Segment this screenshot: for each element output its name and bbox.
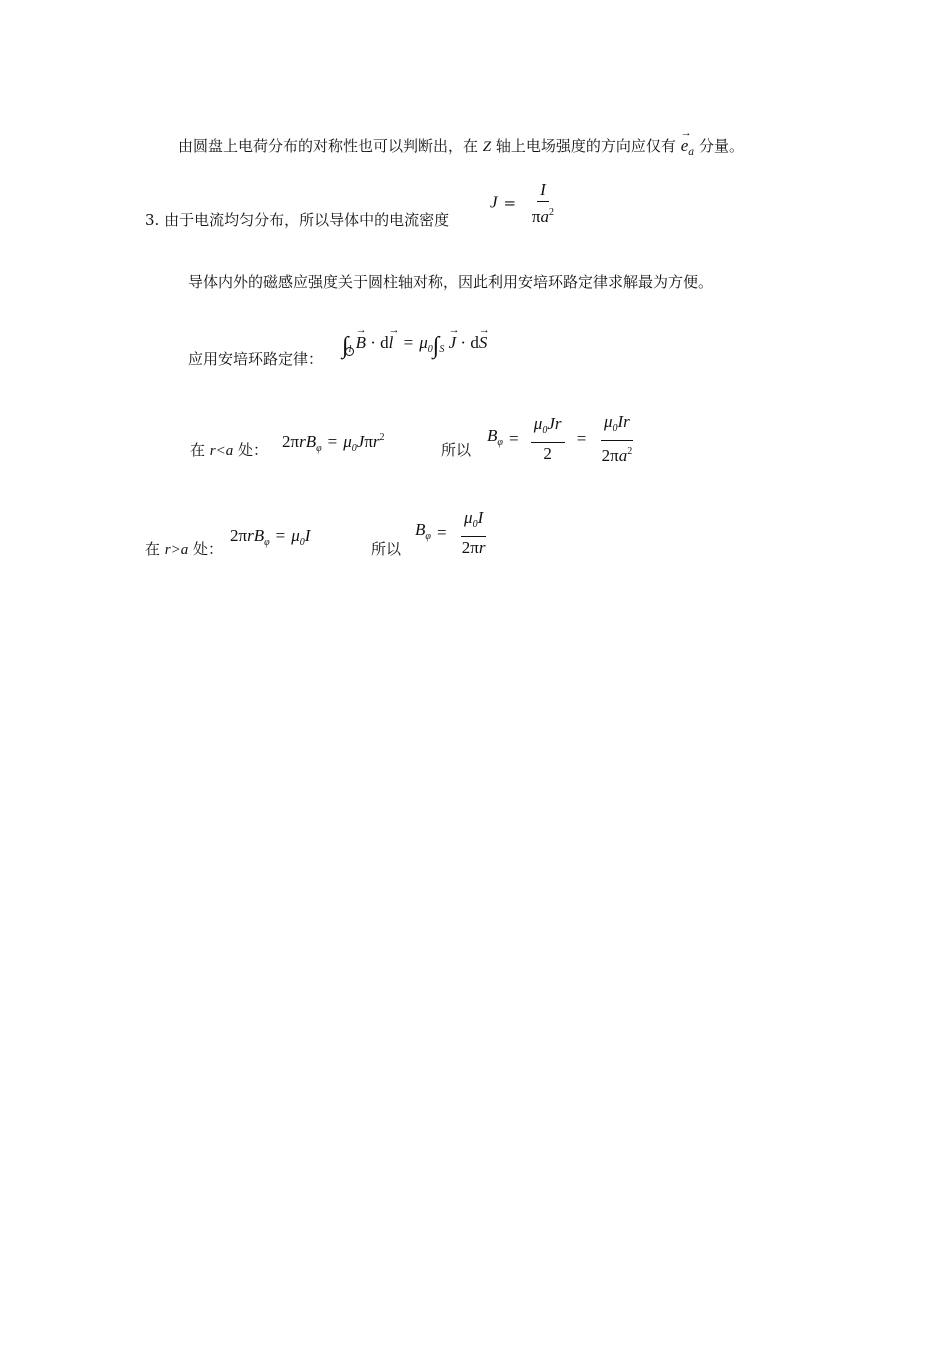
paragraph-ampere-law [188,349,323,369]
formula-current-density: J = $\frac{I}{\pi a^2}$ [490,180,554,226]
formula-outside-result: $B_\varphi$ = $\frac{\mu_0I}{2\pi r}$ [415,508,486,557]
suoyi-inside [441,440,471,460]
paragraph-outside [145,539,223,560]
unit-vector-e: → e [681,136,689,156]
p5-post: 处： [238,441,269,459]
unit-vector-sub: a [688,147,695,158]
paragraph-symmetry [178,136,744,163]
formula-outside-ampere: $2\pi rB_\varphi = \mu_0I$ [230,526,311,548]
z-axis-label: Z [482,139,492,155]
formula-ampere-law: $\int_l \to B \cdot d\to l = \mu_0\int_S \to J \cdot d\to S$ [342,333,487,360]
condition-inside: r<a [209,443,234,459]
formula-inside-ampere: $2\pi rB_\varphi = \mu_0J\pi r^2$ [282,432,385,454]
paragraph-inside [190,440,268,461]
p6-post: 处： [193,540,224,558]
p6-pre: 在 [145,540,161,558]
paragraph-current-density [145,210,449,230]
p1-post: 分量。 [699,137,745,155]
p1-mid: 轴上电场强度的方向应仅有 [495,137,676,155]
p3-text: 导体内外的磁感应强度关于圆柱轴对称，因此利用安培环路定律求解最为方便。 [188,273,714,291]
suoyi-outside [371,539,401,559]
p5-pre: 在 [190,441,206,459]
condition-outside: r>a [164,542,189,558]
p1-pre: 由圆盘上电荷分布的对称性也可以判断出，在 [178,137,479,155]
paragraph-symmetry-ampere [188,272,713,292]
p5-suoyi: 所以 [441,441,472,459]
p4-text: 应用安培环路定律： [188,350,324,368]
p6-suoyi: 所以 [371,540,402,558]
p2-text: 3. 由于电流均匀分布，所以导体中的电流密度 [145,211,450,229]
formula-inside-result: $B_\varphi$ = $\frac{\mu_0Jr}{2}$ = $\frac{\mu_0Ir}{2\pi a^2}$ [487,412,633,465]
